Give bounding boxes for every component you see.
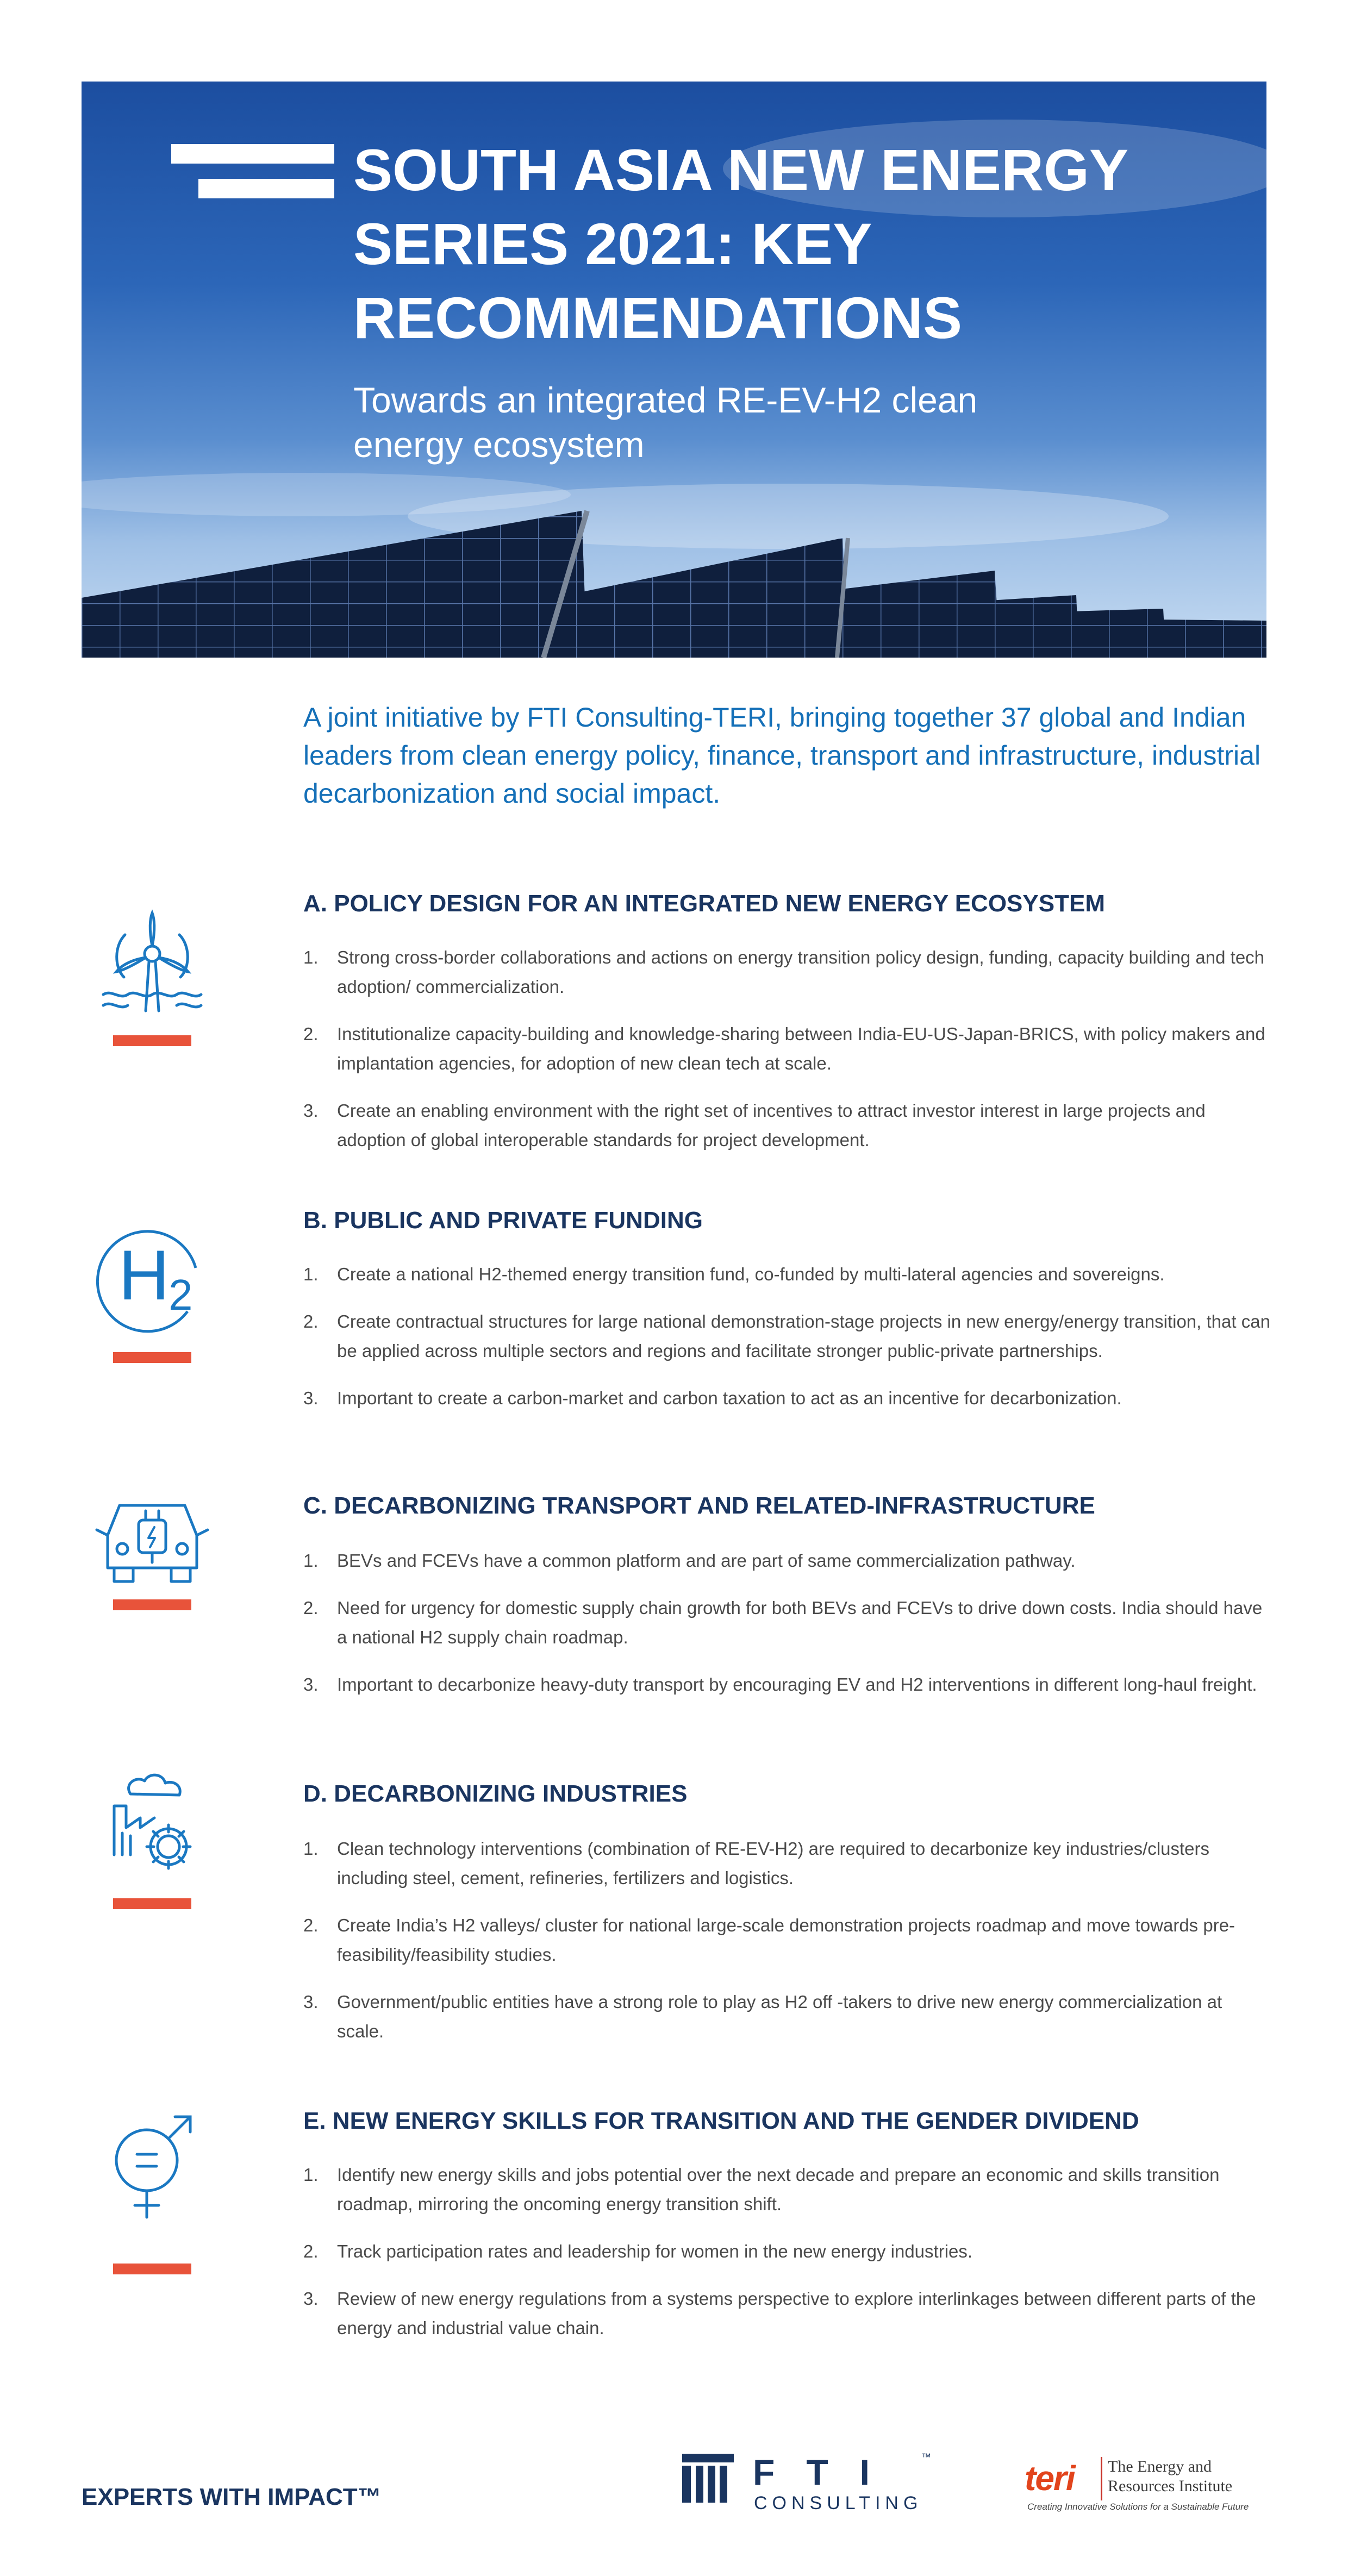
list-item: 3. Review of new energy regulations from a systems perspective to explore interlinkages between different parts of the energy and industrial value chain. bbox=[303, 2289, 1256, 2338]
list-item: 3. Government/public entities have a strong role to play as H2 off -takers to drive new energy commercialization at scale. bbox=[303, 1992, 1222, 2041]
page-subtitle: Towards an integrated RE-EV-H2 clean energy ecosystem bbox=[353, 380, 978, 465]
teri-full-name: The Energy and Resources Institute bbox=[1108, 2458, 1233, 2495]
teri-wordmark: teri bbox=[1025, 2459, 1075, 2498]
list-item: 2. Need for urgency for domestic supply chain growth for both BEVs and FCEVs to drive down costs. India should have a national H2 supply chain roadmap. bbox=[303, 1598, 1263, 1647]
list-item: 3. Important to decarbonize heavy-duty transport by encouraging EV and H2 interventions in different long-haul freight. bbox=[303, 1674, 1257, 1695]
list-item: 1. Clean technology interventions (combination of RE-EV-H2) are required to decarbonize key industries/clusters including steel, cement, refineries, fertilizers and logistics. bbox=[303, 1839, 1209, 1888]
section-title: B. PUBLIC AND PRIVATE FUNDING bbox=[303, 1207, 703, 1234]
section-divider bbox=[113, 2264, 191, 2274]
list-item: 2. Create India’s H2 valleys/ cluster for national large-scale demonstration projects roadmap and move towards pre-feasibility/feasibility studies. bbox=[303, 1915, 1235, 1965]
recommendation-list bbox=[303, 1834, 1271, 2064]
electric-vehicle-icon bbox=[92, 1486, 212, 1606]
list-item: 3. Create an enabling environment with the right set of incentives to attract investor interest in large projects and adoption of global interoperable standards for project development. bbox=[303, 1101, 1206, 1150]
teri-tagline: Creating Innovative Solutions for a Sustainable Future bbox=[1027, 2502, 1249, 2512]
fti-wordmark: FTI bbox=[753, 2452, 901, 2492]
list-item: 2. Create contractual structures for large national demonstration-stage projects in new energy/energy transition, that can be applied across multiple sectors and regions and facilitate stronger public-private partnerships. bbox=[303, 1311, 1270, 1361]
list-item: 2. Institutionalize capacity-building and knowledge-sharing between India-EU-US-Japan-BRICS, with policy makers and implantation agencies, for adoption of new clean tech at scale. bbox=[303, 1024, 1265, 1073]
list-item: 2. Track participation rates and leadership for women in the new energy industries. bbox=[303, 2241, 973, 2261]
page-title: SOUTH ASIA NEW ENERGY SERIES 2021: KEY RECOMMENDATIONS bbox=[353, 137, 1128, 351]
section-title: D. DECARBONIZING INDUSTRIES bbox=[303, 1780, 688, 1807]
footer-tagline: EXPERTS WITH IMPACT™ bbox=[82, 2484, 382, 2510]
recommendation-list bbox=[303, 2160, 1271, 2361]
teri-logo bbox=[1025, 2454, 1275, 2514]
section-title: E. NEW ENERGY SKILLS FOR TRANSITION AND THE GENDER DIVIDEND bbox=[303, 2108, 1139, 2134]
fti-consulting-logo bbox=[682, 2452, 931, 2514]
wind-turbine-icon bbox=[92, 908, 212, 1027]
list-item: 1. Create a national H2-themed energy transition fund, co-funded by multi-lateral agencies and sovereigns. bbox=[303, 1264, 1165, 1284]
list-item: 1. BEVs and FCEVs have a common platform and are part of same commercialization pathway. bbox=[303, 1550, 1076, 1571]
hydrogen-h2-icon: H 2 bbox=[92, 1219, 212, 1339]
recommendation-list bbox=[303, 943, 1271, 1173]
hero-stripes bbox=[171, 144, 334, 214]
list-item: 1. Strong cross-border collaborations and actions on energy transition policy design, funding, capacity building and tech adoption/ commercialization. bbox=[303, 947, 1265, 997]
factory-gear-icon bbox=[92, 1768, 212, 1887]
list-item: 3. Important to create a carbon-market and carbon taxation to act as an incentive for decarbonization. bbox=[303, 1388, 1122, 1408]
hero-stripe bbox=[171, 144, 334, 164]
gender-equality-icon bbox=[92, 2103, 212, 2223]
section-divider bbox=[113, 1035, 191, 1046]
section-title: C. DECARBONIZING TRANSPORT AND RELATED-INFRASTRUCTURE bbox=[303, 1492, 1095, 1519]
list-item: 1. Identify new energy skills and jobs potential over the next decade and prepare an economic and skills transition roadmap, mirroring the oncoming energy transition shift. bbox=[303, 2165, 1220, 2214]
hero-stripe bbox=[198, 179, 334, 198]
intro-paragraph: A joint initiative by FTI Consulting-TERI, bringing together 37 global and Indian leaders from clean energy policy, finance, transport and infrastructure, industrial decarbonization and social impact. bbox=[303, 702, 1261, 809]
recommendation-list bbox=[303, 1260, 1271, 1431]
consulting-wordmark: CONSULTING bbox=[754, 2493, 923, 2514]
recommendation-list bbox=[303, 1546, 1271, 1717]
teri-divider bbox=[1101, 2457, 1102, 2500]
fti-pillars-icon bbox=[682, 2454, 742, 2505]
section-divider bbox=[113, 1898, 191, 1909]
section-title: A. POLICY DESIGN FOR AN INTEGRATED NEW ENERGY ECOSYSTEM bbox=[303, 890, 1105, 917]
hero-banner bbox=[82, 82, 1266, 658]
trademark: ™ bbox=[921, 2452, 931, 2462]
section-divider bbox=[113, 1599, 191, 1610]
section-divider bbox=[113, 1352, 191, 1363]
